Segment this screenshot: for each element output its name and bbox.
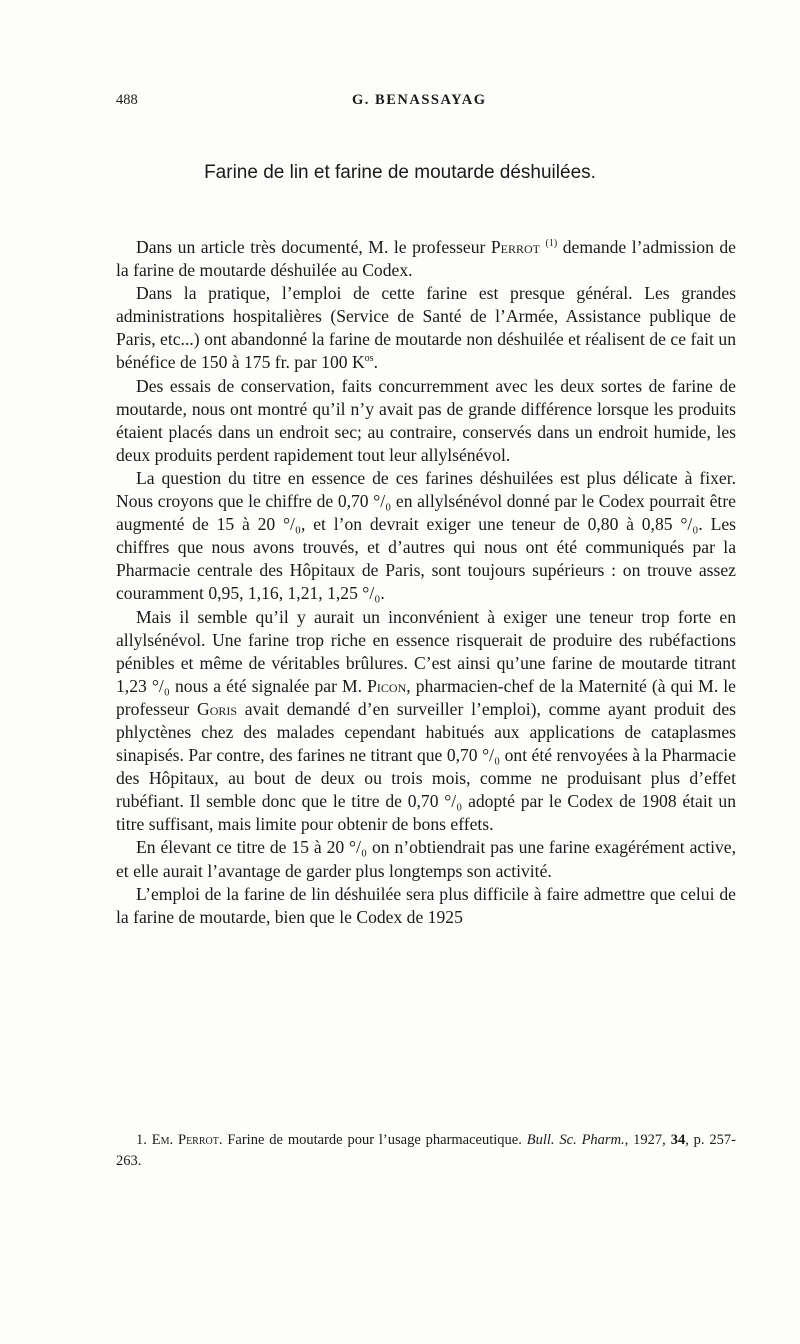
footnote: 1. Em. Perrot. Farine de moutarde pour l’usage pharmaceutique. Bull. Sc. Pharm., 1927, 34, p. 257-263. xyxy=(116,1132,737,1169)
person-name: Goris xyxy=(197,698,238,719)
person-name: Picon xyxy=(367,675,407,696)
article-body xyxy=(116,236,736,929)
footnote-ref: (1) xyxy=(545,238,558,250)
paragraph: Des essais de conservation, faits concurremment avec les deux sortes de farine de moutarde, nous ont montré qu’il n’y avait pas de grande différence lorsque les produits étaient placés dans un endroit sec; au contraire, conservés dans un endroit humide, les deux produits perdent rapidement tout leur allylsénévol. xyxy=(116,375,736,465)
paragraph: Dans un article très documenté, M. le professeur Perrot $^{(1)}$ demande l’admission de la farine de moutarde déshuilée au Codex. xyxy=(116,237,736,281)
journal-name: Bull. Sc. Pharm. xyxy=(526,1132,625,1148)
author-name: Perrot xyxy=(490,237,541,257)
running-head-author: G. BENASSAYAG xyxy=(352,92,487,108)
paragraph: La question du titre en essence de ces farines déshuilées est plus délicate à fixer. Nous croyons que le chiffre de 0,70 °/₀ en allylsénévol donné par le Codex pourrait être augmenté de 15 à 20 °/₀, et l’on devrait exiger une teneur de 0,80 à 0,85 °/₀. Les chiffres que nous avons trouvés, et d’autres qui nous ont été communiqués par la Pharmacie centrale des Hôpitaux de Paris, sont toujours supérieurs : on trouve assez couramment 0,95, 1,16, 1,21, 1,25 °/₀. xyxy=(116,467,736,604)
running-head xyxy=(116,92,736,112)
paragraph: L’emploi de la farine de lin déshuilée sera plus difficile à faire admettre que celui de la farine de moutarde, bien que le Codex de 1925 xyxy=(116,883,736,927)
page-number: 488 xyxy=(116,92,138,108)
paragraph: Dans la pratique, l’emploi de cette farine est presque général. Les grandes administrations hospitalières (Service de Santé de l’Armée, Assistance publique de Paris, etc...) ont abandonné la farine de moutarde non déshuilée et réalisent de ce fait un bénéfice de 150 à 175 fr. par 100 $K^{os}$. xyxy=(116,283,736,373)
paragraph: En élevant ce titre de 15 à 20 °/₀ on n’obtiendrait pas une farine exagérément active, et elle aurait l’avantage de garder plus longtemps son activité. xyxy=(116,837,736,881)
paragraph: Mais il semble qu’il y aurait un inconvénient à exiger une teneur trop forte en allylsénévol. Une farine trop riche en essence risquerait de produire des rubéfactions pénibles et même de véritables brûlures. C’est ainsi qu’une farine de moutarde titrant 1,23 °/₀ nous a été signalée par M. Picon, pharmacien-chef de la Maternité (à qui M. le professeur Goris avait demandé d’en surveiller l’emploi), comme ayant produit des phlyctènes chez des malades cependant habitués aux applications de cataplasmes sinapisés. Par contre, des farines ne titrant que 0,70 °/₀ ont été renvoyées à la Pharmacie des Hôpitaux, au bout de deux ou trois mois, comme ne produisant plus d’effet rubéfiant. Il semble donc que le titre de 0,70 °/₀ adopté par le Codex de 1908 était un titre suffisant, mais limite pour obtenir de bons effets. xyxy=(116,606,736,835)
article-title: Farine de lin et farine de moutarde déshuilées. xyxy=(204,162,596,183)
